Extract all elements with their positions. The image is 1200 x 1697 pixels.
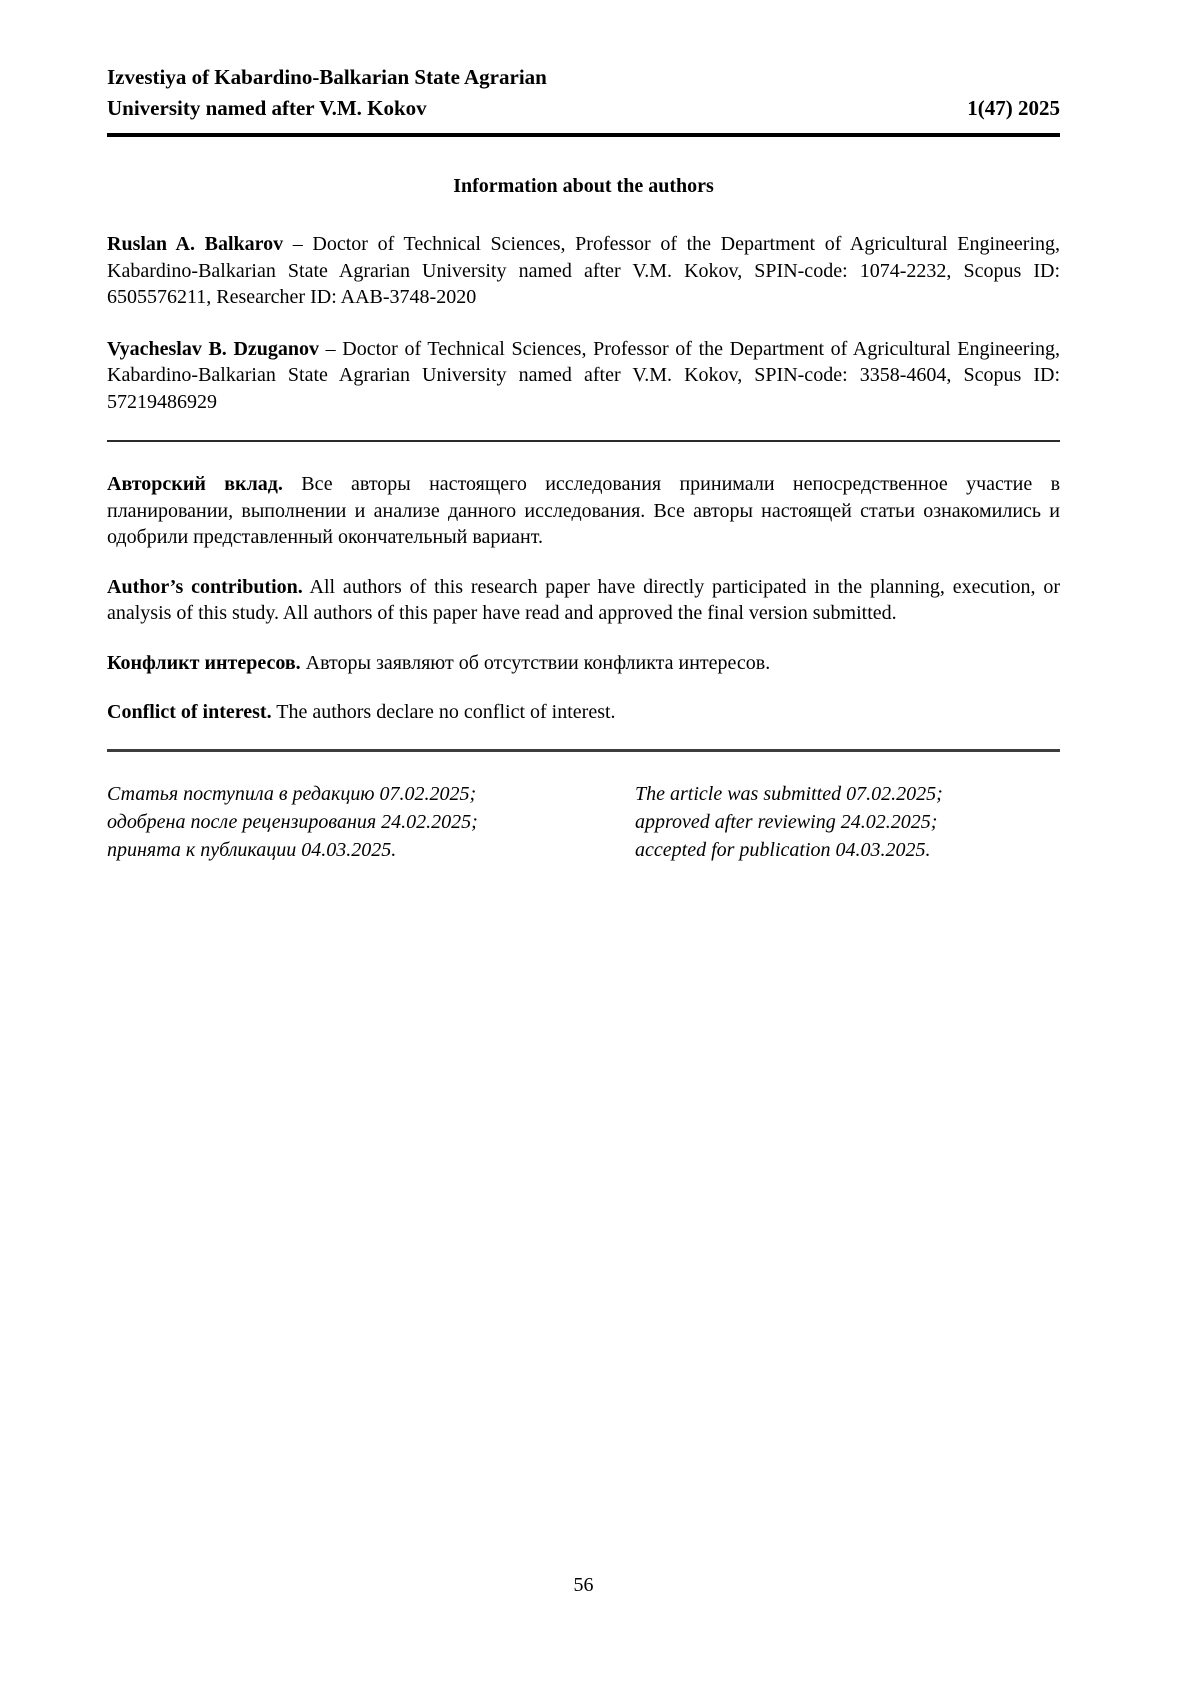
issue-number: 1(47) 2025	[967, 96, 1060, 120]
statement-text: Все авторы настоящего исследования принимали непосредственное участие в планировании, выполнении и анализе данного исследования. Все авторы настоящей статьи ознакомились и одобрили представленный окончательный вариант.	[107, 473, 1061, 548]
submission-dates	[107, 780, 1060, 864]
journal-title-line2: University named after V.M. Kokov	[107, 96, 427, 120]
statement-label: Авторский вклад.	[107, 473, 283, 495]
journal-title-line1: Izvestiya of Kabardino-Balkarian State Agrarian	[107, 65, 547, 89]
author-name: Ruslan A. Balkarov	[107, 233, 284, 255]
submission-dates-russian	[107, 780, 635, 864]
author-bio	[107, 231, 1060, 311]
statement-author-contribution-en	[107, 574, 1060, 627]
divider-rule-top	[107, 440, 1060, 442]
date-line: approved after reviewing 24.02.2025;	[635, 810, 938, 833]
statement-text: All authors of this research paper have directly participated in the planning, execution, or analysis of this study. All authors of this paper have read and approved the final version submitted.	[107, 575, 1060, 624]
author-name: Vyacheslav B. Dzuganov	[107, 337, 320, 360]
submission-dates-english	[635, 780, 1060, 864]
date-line: accepted for publication 04.03.2025.	[635, 838, 931, 861]
divider-rule-bottom	[107, 749, 1060, 752]
section-heading: Information about the authors	[453, 175, 714, 197]
statements-section	[107, 471, 1060, 726]
content-column	[107, 0, 1060, 864]
page-number: 56	[573, 1574, 594, 1596]
date-line: Статья поступила в редакцию 07.02.2025;	[107, 782, 477, 805]
statement-author-contribution-ru	[107, 471, 1060, 551]
author-bio	[107, 336, 1060, 416]
masthead-row2	[107, 93, 1060, 124]
statement-label: Конфликт интересов.	[107, 651, 301, 674]
author-description: – Doctor of Technical Sciences, Professor of the Department of Agricultural Engineering, Kabardino-Balkarian State Agrarian University named after V.M. Kokov, SPIN-code: 1074-2232, Scopus ID: 6505576211, Researcher ID: AAB-3748-2020	[107, 233, 1060, 308]
statement-label: Author’s contribution.	[107, 575, 303, 598]
statement-conflict-ru	[107, 650, 1060, 677]
journal-masthead	[107, 62, 1060, 137]
date-line: The article was submitted 07.02.2025;	[635, 782, 943, 805]
statement-text: The authors declare no conflict of interest.	[276, 701, 616, 723]
author-description: – Doctor of Technical Sciences, Professor of the Department of Agricultural Engineering, Kabardino-Balkarian State Agrarian University named after V.M. Kokov, SPIN-code: 3358-4604, Scopus ID: 57219486929	[107, 337, 1061, 413]
date-line: одобрена после рецензирования 24.02.2025;	[107, 810, 478, 833]
authors-section	[107, 231, 1060, 415]
statement-conflict-en	[107, 699, 1060, 726]
statement-label: Conflict of interest.	[107, 701, 272, 723]
statement-text: Авторы заявляют об отсутствии конфликта интересов.	[305, 651, 771, 674]
date-line: принята к публикации 04.03.2025.	[107, 838, 397, 861]
